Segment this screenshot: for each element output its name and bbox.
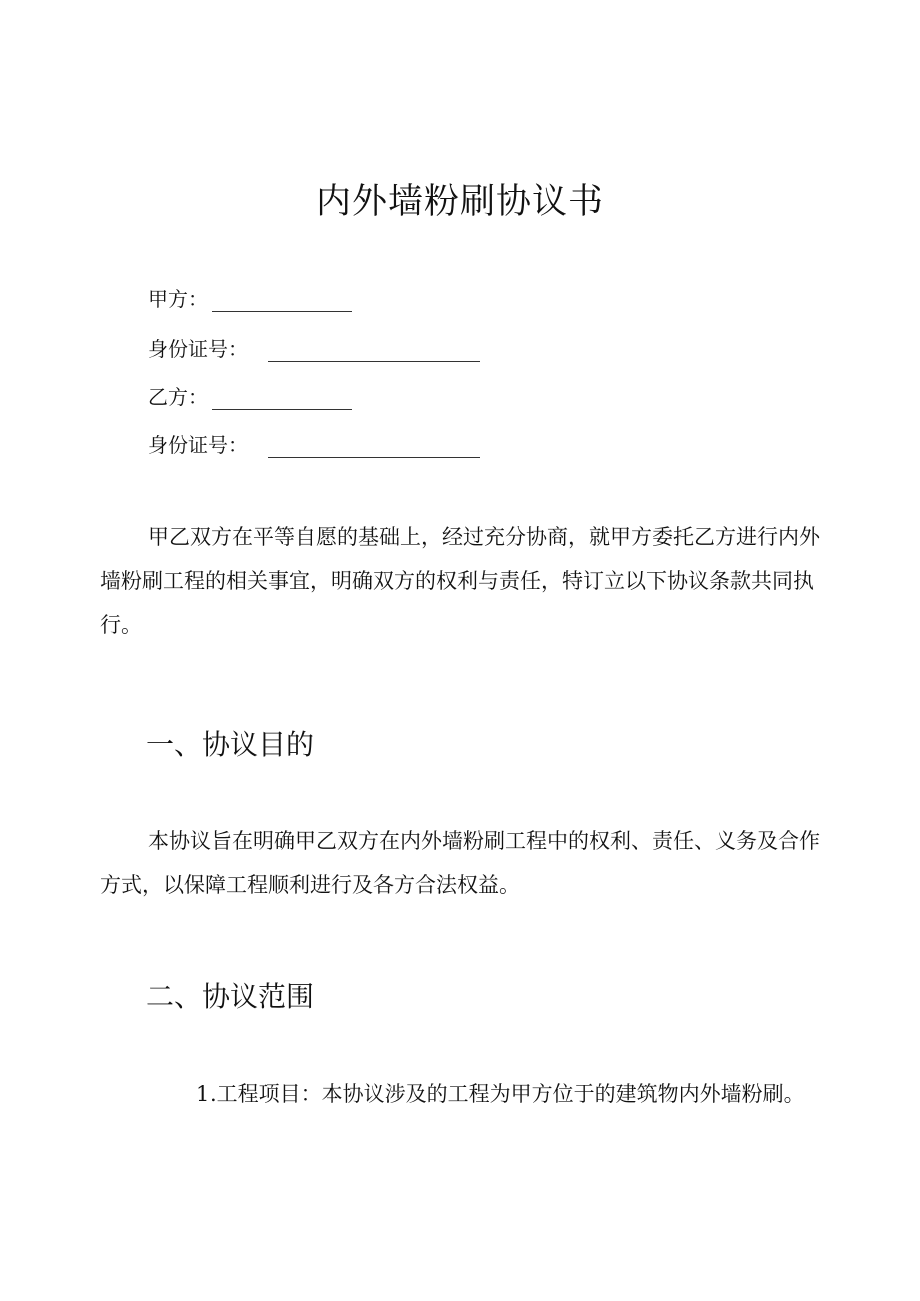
- section-heading-scope: 二、协议范围: [146, 980, 315, 1013]
- party-b-label: 乙方：: [148, 385, 208, 409]
- party-b-id-field: [148, 430, 480, 460]
- party-b-field: [148, 382, 352, 412]
- party-b-id-blank: [268, 435, 480, 458]
- scope-item-text: .工程项目：本协议涉及的工程为甲方位于的建筑物内外墙粉刷。: [210, 1082, 805, 1106]
- scope-item-number: 1: [196, 1082, 210, 1106]
- party-a-id-field: [148, 334, 480, 364]
- document-title: 内外墙粉刷协议书: [315, 182, 604, 222]
- party-a-id-label: 身份证号：: [148, 337, 248, 361]
- scope-item: [100, 1072, 820, 1116]
- party-b-id-label: 身份证号：: [148, 433, 248, 457]
- purpose-paragraph: 本协议旨在明确甲乙双方在内外墙粉刷工程中的权利、责任、义务及合作方式，以保障工程顺利进行及各方合法权益。: [100, 829, 820, 897]
- party-a-label: 甲方：: [148, 287, 208, 311]
- party-a-id-blank: [268, 339, 480, 362]
- intro-paragraph: 甲乙双方在平等自愿的基础上，经过充分协商，就甲方委托乙方进行内外墙粉刷工程的相关事宜，明确双方的权利与责任，特订立以下协议条款共同执行。: [100, 525, 820, 637]
- party-b-blank: [212, 387, 352, 410]
- party-a-blank: [212, 289, 352, 312]
- party-a-field: [148, 284, 352, 314]
- section-heading-purpose: 一、协议目的: [146, 728, 315, 761]
